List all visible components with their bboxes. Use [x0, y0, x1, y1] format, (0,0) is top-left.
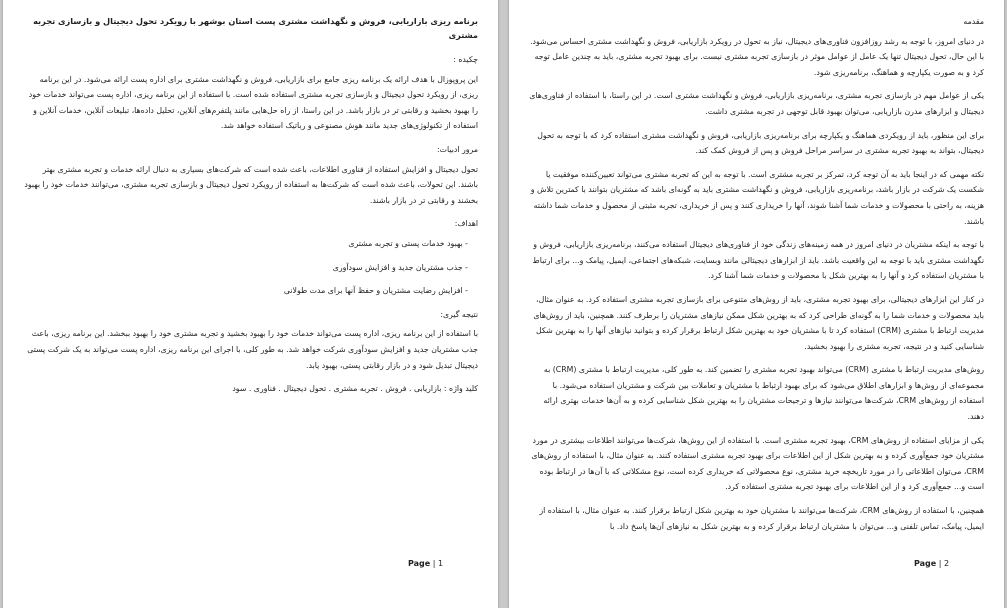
page-1-footer [408, 559, 443, 568]
body-paragraph: با توجه به اینکه مشتریان در دنیای امروز در همه زمینه‌های زندگی خود از فناوری‌های دیجیتال استفاده می‌کنند، برنامه‌ریزی بازاریابی، فروش و نگهداشت مشتری باید با توجه به این واقعیت باشد. باید از ابزارهای دیجیتالی مانند وبسایت، شبکه‌های اجتماعی، ایمیل، پیامک و... برای ارتباط با مشتریان استفاده کرد و آنها را به بهترین شکل با محصولات و خدمات شما آشنا کرد. [532, 240, 984, 281]
literature-paragraph: تحول دیجیتال و افزایش استفاده از فناوری اطلاعات، باعث شده است که شرکت‌های بسیاری به دنبال ارائه خدمات و تجربه مشتری بهتر باشند. این تحولات، باعث شده است که شرکت‌ها به استفاده از رویکرد تحول دیجیتال و بازسازی تجربه مشتری، می‌توانند خدمات خود را بهبود بخشند و رقابتی تر در بازار باشند. [24, 164, 478, 205]
page-separator: | [432, 559, 436, 568]
conclusion-heading: نتیجه گیری: [440, 309, 478, 319]
body-paragraph: همچنین، با استفاده از روش‌های CRM، شرکت‌ها می‌توانند با مشتریان خود به بهترین شکل ارتباط برقرار کنند. به عنوان مثال، با استفاده از ایمیل، پیامک، تماس تلفنی و... می‌توان با مشتریان ارتباط برقرار کرده و به بهترین شکل به نیازهای آن‌ها پاسخ داد. با [539, 506, 984, 531]
abstract-paragraph: این پروپوزال با هدف ارائه یک برنامه ریزی جامع برای بازاریابی، فروش و نگهداشت مشتری برای اداره پست ارائه می‌شود. در این برنامه ریزی، از رویکرد تحول دیجیتال و بازسازی تجربه مشتری استفاده شده است. با استفاده از این برنامه ریزی، اداره پست می‌تواند خدمات خود را بهبود بخشید و رقابتی تر در بازار باشد. در این راستا، از راه حل‌هایی مانند پلتفرم‌های آنلاین، تحلیل داده‌ها، تبلیغات آنلاین، خدمات آنلاین و استفاده از تکنولوژی‌های جدید مانند هوش مصنوعی و رباتیک استفاده خواهد شد. [28, 74, 478, 131]
body-paragraph: نکته مهمی که در اینجا باید به آن توجه کرد، تمرکز بر تجربه مشتری است. با توجه به این که تجربه مشتری می‌تواند تعیین‌کننده موفقیت یا شکست یک شرکت در بازار باشد، برنامه‌ریزی بازاریابی، فروش و نگهداشت مشتری باید به گونه‌ای باشد که مشتریان بتوانند با کمترین تلاش و هزینه، به راحتی با محصولات و خدمات شما آشنا شوند، آنها را خریداری کنند و پس از خریداری، تجربه مثبتی از محصول و خدمات شما داشته باشند. [530, 169, 984, 226]
body-paragraph: در دنیای امروز، با توجه به رشد روزافزون فناوری‌های دیجیتال، نیاز به تحول در رویکرد بازاریابی، فروش و نگهداشت مشتری احساس می‌شود. با این حال، تحول دیجیتال تنها یک عامل از عوامل موثر در بازسازی تجربه مشتری نیست. برای بهبود تجربه مشتری، باید به چندین عامل توجه کرد و به صورت یکپارچه و هماهنگ، برنامه‌ریزی شود. [530, 36, 984, 77]
document-title: برنامه ریزی بازاریابی، فروش و نگهداشت مشتری پست استان بوشهر با رویکرد تحول دیجیتال و بازسازی تجربه مشتری [33, 16, 478, 40]
keywords-line: کلید واژه : بازاریابی . فروش . تجربه مشتری . تحول دیجیتال . فناوری . سود [232, 384, 478, 394]
page-number: 2 [944, 559, 950, 568]
page-label: Page [408, 559, 431, 568]
page-1-content [23, 14, 478, 405]
goal-item: - جذب مشتریان جدید و افزایش سودآوری [332, 262, 468, 272]
body-paragraph: یکی از عوامل مهم در بازسازی تجربه مشتری، برنامه‌ریزی بازاریابی، فروش و نگهداشت مشتری است. در این راستا، با استفاده از فناوری‌های دیجیتال و ابزارهای مدرن بازاریابی، می‌توان بهبود قابل توجهی در تجربه مشتری داشت. [529, 91, 984, 116]
page-label: Page [914, 559, 937, 568]
page-2-content [529, 14, 984, 542]
body-paragraph: یکی از مزایای استفاده از روش‌های CRM، بهبود تجربه مشتری است. با استفاده از این روش‌ها، شرکت‌ها می‌توانند اطلاعات بیشتری در مورد مشتریان خود جمع‌آوری کرده و به بهترین شکل از این اطلاعات برای بهبود تجربه مشتری استفاده کنند. به عنوان مثال، با استفاده از روش‌های CRM، می‌توان اطلاعاتی را در مورد تاریخچه خرید مشتری، نوع محصولاتی که خریداری کرده است، نوع مشکلاتی که با آن‌ها در ارتباط بوده است و... جمع‌آوری کرد و از این اطلاعات برای بهبود تجربه مشتری استفاده کرد. [531, 435, 984, 492]
goal-item: - بهبود خدمات پستی و تجربه مشتری [348, 238, 468, 248]
document-page-1 [3, 0, 498, 608]
goal-item: - افزایش رضایت مشتریان و حفظ آنها برای مدت طولانی [283, 286, 468, 296]
abstract-heading: چکیده : [453, 55, 478, 64]
page-separator: | [938, 559, 942, 568]
conclusion-paragraph: با استفاده از این برنامه ریزی، اداره پست می‌تواند خدمات خود را بهبود بخشید و تجربه مشتری خود را بهبود ببخشد. این برنامه ریزی، باعث جذب مشتریان جدید و افزایش سودآوری شرکت خواهد شد. به طور کلی، با اجرای این برنامه ریزی، اداره پست می‌تواند به یک شرکت پستی دیجیتال تبدیل شود و در بازار رقابتی پستی، بهبود یابد. [27, 329, 478, 370]
goals-heading: اهداف: [454, 219, 478, 229]
body-paragraph: برای این منظور، باید از رویکردی هماهنگ و یکپارچه برای برنامه‌ریزی بازاریابی، فروش و نگهداشت مشتری استفاده کرد که با توجه به تحول دیجیتال، بتواند به بهبود تجربه مشتری در سراسر مراحل فروش و پس از فروش کمک کند. [537, 130, 984, 156]
document-page-2 [509, 0, 1004, 608]
page-2-footer [914, 559, 949, 568]
page-number: 1 [438, 559, 444, 568]
literature-heading: مرور ادبیات: [437, 144, 478, 154]
goals-list [23, 236, 478, 299]
introduction-heading: مقدمه [963, 17, 984, 26]
body-paragraph: در کنار این ابزارهای دیجیتالی، برای بهبود تجربه مشتری، باید از روش‌های متنوعی برای بازسازی تجربه مشتری استفاده کرد. به عنوان مثال، باید محصولات و خدمات شما را به گونه‌ای طراحی کرد که به بهترین شکل ممکن نیازهای مشتریان را برطرف کنند. همچنین، باید از روش‌های مدیریت ارتباط با مشتری (CRM) استفاده کرد تا با مشتریان خود به بهترین شکل ارتباط برقرار کرده و بتوانید نیازهای آنها را به بهترین شکل شناسایی کنید و در نتیجه، تجربه مشتری را بهبود بخشید. [533, 294, 984, 351]
body-paragraph: روش‌های مدیریت ارتباط با مشتری (CRM) می‌تواند بهبود تجربه مشتری را تضمین کند. به طور کلی، مدیریت ارتباط با مشتری (CRM) به مجموعه‌ای از روش‌ها و ابزارهای اطلاق می‌شود که برای بهبود ارتباط با مشتریان و تعاملات بین شرکت و مشتریان استفاده می‌شود. با استفاده از روش‌های CRM، شرکت‌ها می‌توانند نیازها و ترجیحات مشتریان را به بهترین شکل شناسایی کرده و به آن‌ها خدمات بهتری ارائه دهند. [543, 365, 984, 422]
